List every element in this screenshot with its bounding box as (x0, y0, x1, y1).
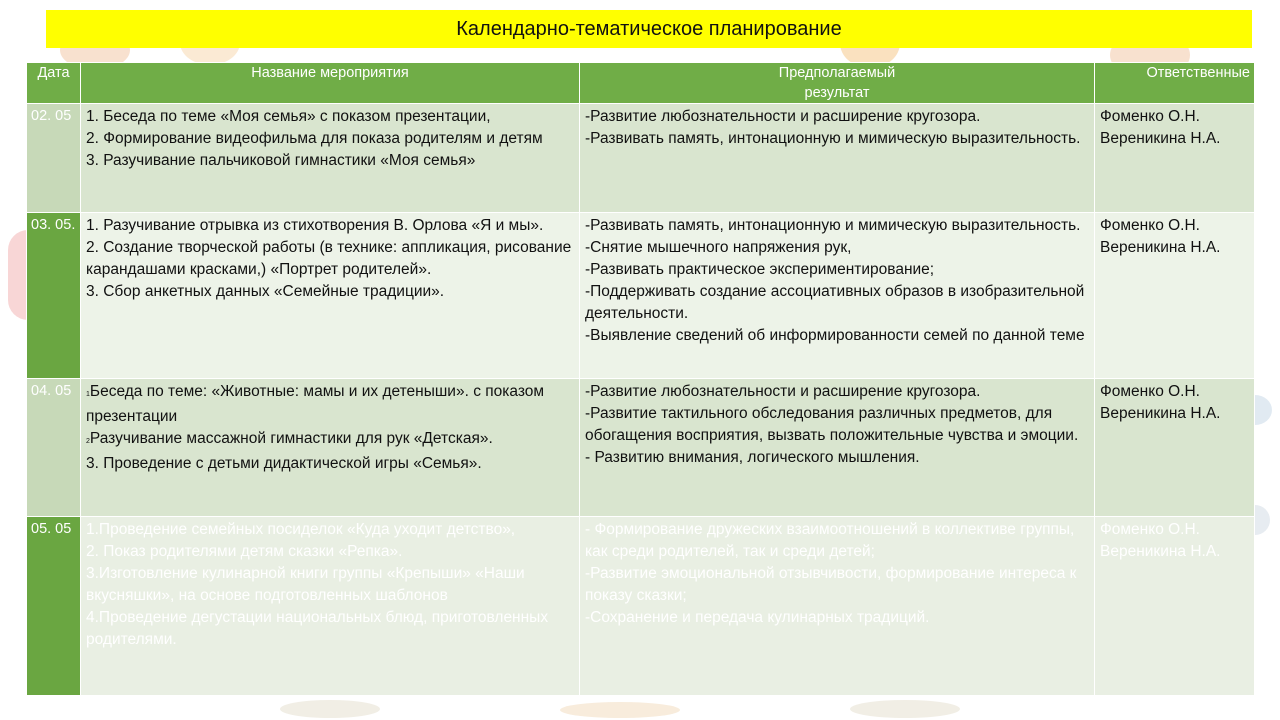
row-date: 04. 05 (27, 379, 81, 517)
event-item-number: 2 (86, 438, 90, 445)
result-item: -Поддерживать создание ассоциативных образов в изобразительной деятельности. (585, 283, 1085, 322)
responsible-person: Вереникина Н.А. (1100, 130, 1221, 147)
row-result (580, 213, 1095, 379)
result-item: -Развивать практическое экспериментирование; (585, 261, 935, 278)
event-item-text: Беседа по теме: «Животные: мамы и их детеныши». с показом презентации (86, 383, 545, 425)
responsible-person: Фоменко О.Н. (1100, 383, 1200, 400)
row-event (81, 517, 580, 696)
row-event (81, 379, 580, 517)
result-item: - Развитию внимания, логического мышления. (585, 449, 920, 466)
result-item: -Развитие любознательности и расширение кругозора. (585, 383, 981, 400)
result-item: - Формирование дружеских взаимоотношений в коллективе группы, как среди родителей, так и среди детей; (585, 521, 1075, 560)
page-title: Календарно-тематическое планирование (46, 10, 1252, 48)
header-event: Название мероприятия (81, 63, 580, 104)
event-item-text: Разучивание массажной гимнастики для рук «Детская». (89, 430, 493, 447)
table-row (27, 379, 1255, 517)
table-row (27, 517, 1255, 696)
row-responsible (1095, 104, 1255, 213)
event-item: 2. Формирование видеофильма для показа родителям и детям (86, 130, 543, 147)
result-item: -Развивать память, интонационную и мимическую выразительность. (585, 217, 1081, 234)
row-event (81, 213, 580, 379)
row-responsible (1095, 517, 1255, 696)
decor-illustration (560, 702, 680, 718)
header-date: Дата (27, 63, 81, 104)
row-date: 05. 05 (27, 517, 81, 696)
header-responsible: Ответственные (1095, 63, 1255, 104)
responsible-person: Фоменко О.Н. (1100, 217, 1200, 234)
responsible-person: Вереникина Н.А. (1100, 543, 1221, 560)
row-date: 03. 05. (27, 213, 81, 379)
event-item: 3.Изготовление кулинарной книги группы «Крепыши» «Наши вкусняшки», на основе подготовленных шаблонов (86, 565, 525, 604)
row-responsible (1095, 379, 1255, 517)
event-item (86, 428, 575, 453)
responsible-person: Фоменко О.Н. (1100, 108, 1200, 125)
event-item: 2. Показ родителями детям сказки «Репка». (86, 543, 403, 560)
event-item-number: 1 (86, 391, 90, 398)
responsible-person: Вереникина Н.А. (1100, 405, 1221, 422)
planning-table (26, 62, 1255, 696)
decor-illustration (850, 700, 960, 718)
event-item (86, 381, 575, 428)
table-header-row (27, 63, 1255, 104)
row-date: 02. 05 (27, 104, 81, 213)
event-item: 1.Проведение семейных посиделок «Куда уходит детство», (86, 521, 516, 538)
result-item: -Развитие эмоциональной отзывчивости, формирование интереса к показу сказки; (585, 565, 1077, 604)
row-result (580, 517, 1095, 696)
result-item: -Развивать память, интонационную и мимическую выразительность. (585, 130, 1081, 147)
result-item: -Развитие тактильного обследования различных предметов, для обогащения восприятия, вызвать положительные чувства и эмоции. (585, 405, 1079, 444)
result-item: -Развитие любознательности и расширение кругозора. (585, 108, 981, 125)
table-row (27, 104, 1255, 213)
result-item: -Сохранение и передача кулинарных традиций. (585, 609, 930, 626)
row-responsible (1095, 213, 1255, 379)
responsible-person: Вереникина Н.А. (1100, 239, 1221, 256)
event-item: 1. Беседа по теме «Моя семья» с показом презентации, (86, 108, 491, 125)
event-item: 4.Проведение дегустации национальных блюд, приготовленных родителями. (86, 609, 549, 648)
result-item: -Снятие мышечного напряжения рук, (585, 239, 852, 256)
row-event (81, 104, 580, 213)
header-result (580, 63, 1095, 104)
responsible-person: Фоменко О.Н. (1100, 521, 1200, 538)
table-row (27, 213, 1255, 379)
event-item: 1. Разучивание отрывка из стихотворения В. Орлова «Я и мы». (86, 217, 544, 234)
result-item: -Выявление сведений об информированности семей по данной теме (585, 327, 1085, 344)
header-result-text: Предполагаемый результат (778, 65, 896, 101)
event-item: 3. Разучивание пальчиковой гимнастики «Моя семья» (86, 152, 476, 169)
row-result (580, 104, 1095, 213)
event-item: 2. Создание творческой работы (в технике: аппликация, рисование карандашами красками,) «Портрет родителей». (86, 239, 572, 278)
event-item: 3. Проведение с детьми дидактической игры «Семья». (86, 455, 482, 472)
row-result (580, 379, 1095, 517)
decor-illustration (280, 700, 380, 718)
event-item: 3. Сбор анкетных данных «Семейные традиции». (86, 283, 445, 300)
